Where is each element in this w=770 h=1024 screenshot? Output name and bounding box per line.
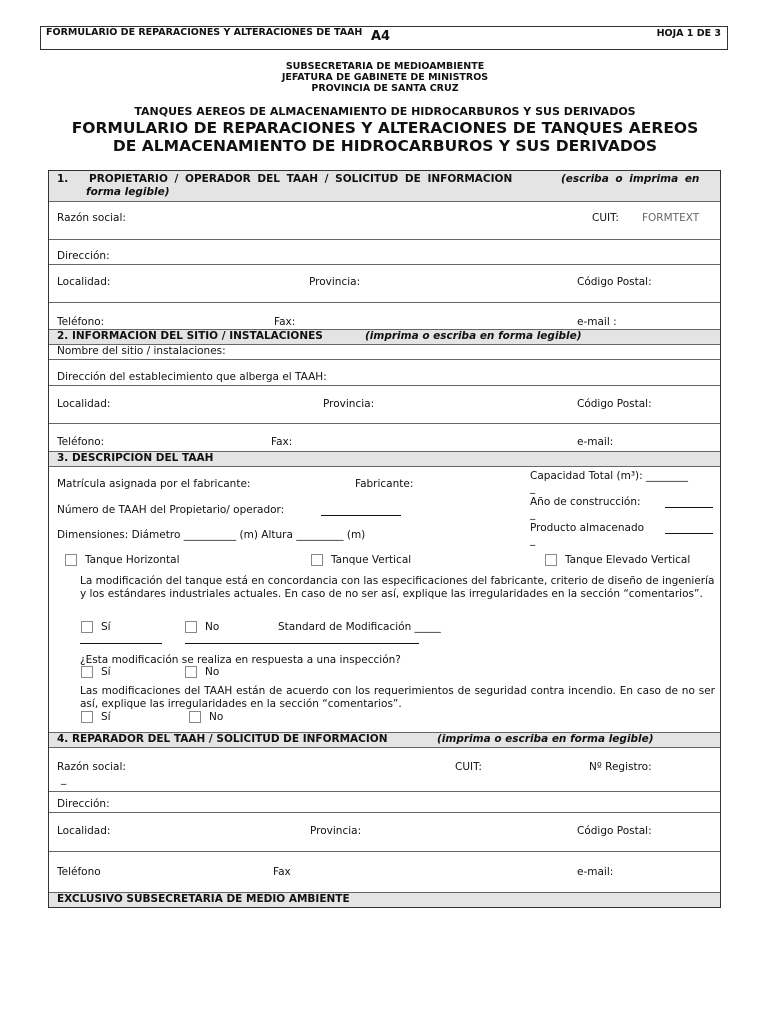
- inspection-no-label: No: [205, 666, 220, 678]
- fire-si-label: Sí: [101, 711, 111, 723]
- header-line-3: PROVINCIA DE SANTA CRUZ: [311, 83, 459, 94]
- section-5-title: EXCLUSIVO SUBSECRETARIA DE MEDIO AMBIENTE: [57, 893, 350, 905]
- section-4-note: (imprima o escriba en forma legible): [437, 733, 654, 745]
- site-provincia-label: Provincia:: [323, 398, 375, 410]
- site-direccion-label: Dirección del establecimiento que alberga el TAAH:: [57, 371, 327, 383]
- inspection-si-checkbox[interactable]: [81, 666, 93, 678]
- repairer-provincia-label: Provincia:: [310, 825, 362, 837]
- tanque-elevado-checkbox[interactable]: [545, 554, 557, 566]
- tank-dimensiones-label: Dimensiones: Diámetro __________ (m) Altura _________ (m): [57, 529, 366, 541]
- tank-fabricante-label: Fabricante:: [355, 478, 414, 490]
- tanque-horizontal-label: Tanque Horizontal: [85, 554, 180, 566]
- site-telefono-label: Teléfono:: [57, 436, 105, 448]
- site-email-label: e-mail:: [577, 436, 614, 448]
- underscore-mark: _: [530, 482, 536, 494]
- tank-producto-label: Producto almacenado: [530, 522, 645, 534]
- form-body: [48, 170, 721, 908]
- repairer-fax-label: Fax: [273, 866, 291, 878]
- site-localidad-label: Localidad:: [57, 398, 111, 410]
- standard-modificacion-label: Standard de Modificación _____: [278, 621, 441, 633]
- fire-no-checkbox[interactable]: [189, 711, 201, 723]
- repairer-telefono-label: Teléfono: [57, 866, 101, 878]
- fire-si-checkbox[interactable]: [81, 711, 93, 723]
- section-1-note: (escriba o imprima en: [561, 173, 700, 185]
- section-2-header: [49, 330, 720, 344]
- section-1-note-2: forma legible): [86, 186, 170, 198]
- owner-localidad-label: Localidad:: [57, 276, 111, 288]
- section-3-header: [49, 452, 720, 466]
- spec-no-checkbox[interactable]: [185, 621, 197, 633]
- section-1-title: PROPIETARIO / OPERADOR DEL TAAH / SOLICITUD DE INFORMACION: [89, 173, 513, 185]
- paragraph-specifications: La modificación del tanque está en concordancia con las especificaciones del fabricante, criterio de diseño de ingeniería y los estándares industriales actuales. En caso de no ser así, explique las irregularidades en la sección “comentarios”.: [80, 575, 715, 600]
- title-line-2: DE ALMACENAMIENTO DE HIDROCARBUROS Y SUS DERIVADOS: [112, 137, 658, 155]
- spec-si-checkbox[interactable]: [81, 621, 93, 633]
- owner-provincia-label: Provincia:: [309, 276, 361, 288]
- section-1-number: 1.: [57, 173, 69, 185]
- inspection-si-label: Sí: [101, 666, 111, 678]
- fire-no-label: No: [209, 711, 224, 723]
- tanque-horizontal-checkbox[interactable]: [65, 554, 77, 566]
- site-fax-label: Fax:: [271, 436, 293, 448]
- owner-cuit-label: CUIT:: [592, 212, 619, 224]
- underscore-mark: _: [61, 773, 67, 785]
- repairer-localidad-label: Localidad:: [57, 825, 111, 837]
- top-bar: [40, 26, 728, 50]
- form-short-title: FORMULARIO DE REPARACIONES Y ALTERACIONES DE TAAH: [46, 27, 363, 38]
- repairer-direccion-label: Dirección:: [57, 798, 110, 810]
- title-line-1: FORMULARIO DE REPARACIONES Y ALTERACIONES DE TANQUES AEREOS: [71, 119, 699, 137]
- tank-anio-label: Año de construcción:: [530, 496, 641, 508]
- page-indicator: HOJA 1 DE 3: [656, 28, 721, 39]
- site-cp-label: Código Postal:: [577, 398, 652, 410]
- section-2-note: (imprima o escriba en forma legible): [365, 330, 582, 342]
- tank-capacidad-label: Capacidad Total (m³): ________: [530, 470, 689, 482]
- section-1-header: [49, 171, 720, 201]
- paragraph-fire-safety: Las modificaciones del TAAH están de acuerdo con los requerimientos de seguridad contra incendio. En caso de no ser así, explique las irregularidades en la sección “comentarios”.: [80, 685, 715, 710]
- owner-direccion-label: Dirección:: [57, 250, 110, 262]
- repairer-email-label: e-mail:: [577, 866, 614, 878]
- owner-fax-label: Fax:: [274, 316, 296, 328]
- repairer-cp-label: Código Postal:: [577, 825, 652, 837]
- owner-cp-label: Código Postal:: [577, 276, 652, 288]
- section-4-header: [49, 733, 720, 747]
- inspection-no-checkbox[interactable]: [185, 666, 197, 678]
- tanque-vertical-checkbox[interactable]: [311, 554, 323, 566]
- repairer-cuit-label: CUIT:: [455, 761, 482, 773]
- header-line-1: SUBSECRETARIA DE MEDIOAMBIENTE: [285, 61, 485, 72]
- section-2-title: 2. INFORMACION DEL SITIO / INSTALACIONES: [57, 330, 323, 342]
- section-4-title: 4. REPARADOR DEL TAAH / SOLICITUD DE INFORMACION: [57, 733, 388, 745]
- tanque-vertical-label: Tanque Vertical: [331, 554, 412, 566]
- owner-cuit-field[interactable]: FORMTEXT: [642, 212, 700, 224]
- underscore-mark: _: [530, 508, 536, 520]
- repairer-registro-label: Nº Registro:: [589, 761, 652, 773]
- spec-si-label: Sí: [101, 621, 111, 633]
- site-nombre-label: Nombre del sitio / instalaciones:: [57, 345, 226, 357]
- tank-matricula-label: Matrícula asignada por el fabricante:: [57, 478, 251, 490]
- owner-telefono-label: Teléfono:: [57, 316, 105, 328]
- underscore-mark: _: [530, 534, 536, 546]
- inspection-question: ¿Esta modificación se realiza en respuesta a una inspección?: [80, 654, 401, 666]
- subtitle: TANQUES AEREOS DE ALMACENAMIENTO DE HIDROCARBUROS Y SUS DERIVADOS: [134, 105, 636, 118]
- tank-numero-label: Número de TAAH del Propietario/ operador:: [57, 504, 285, 516]
- spec-no-label: No: [205, 621, 220, 633]
- header-line-2: JEFATURA DE GABINETE DE MINISTROS: [281, 72, 489, 83]
- repairer-razon-social-label: Razón social:: [57, 761, 126, 773]
- section-3-title: 3. DESCRIPCION DEL TAAH: [57, 452, 214, 464]
- section-5-header: [49, 893, 720, 907]
- owner-email-label: e-mail :: [577, 316, 617, 328]
- owner-razon-social-label: Razón social:: [57, 212, 126, 224]
- tanque-elevado-label: Tanque Elevado Vertical: [565, 554, 691, 566]
- form-code: A4: [371, 29, 391, 44]
